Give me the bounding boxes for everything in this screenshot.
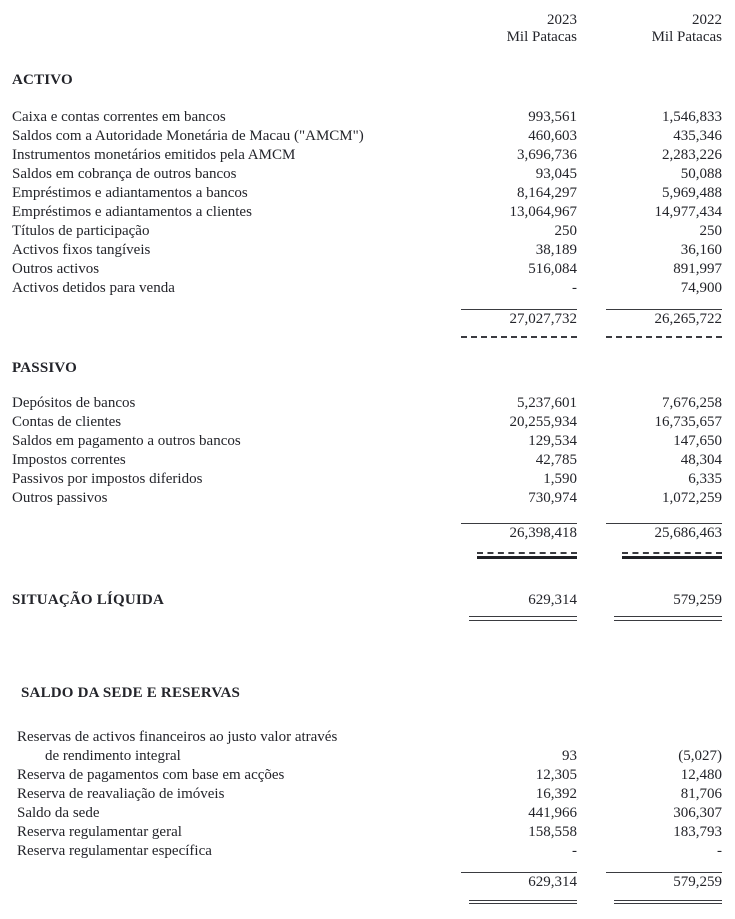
year-2023-label: 2023 [547,12,577,28]
value-2022: 891,997 [673,261,722,277]
value-2022: 5,969,488 [662,185,722,201]
section-title-saldo-sede: SALDO DA SEDE E RESERVAS [21,684,241,701]
table-row [12,413,722,432]
unit-2022-label: Mil Patacas [651,29,722,45]
value-2023: 93,045 [535,166,577,182]
dashed-line [477,552,577,554]
value-2022: 16,735,657 [654,414,722,430]
value-2023: - [572,842,577,859]
table-row [12,823,722,842]
value-2022: 6,335 [688,471,722,487]
thick-line [622,556,722,559]
double-line [614,616,722,621]
passivo-total-row [12,524,722,543]
value-2022: 50,088 [680,166,722,182]
table-row [12,184,722,203]
activo-total-2022: 26,265,722 [654,311,722,327]
row-label-continued: de rendimento integral [45,747,181,764]
table-row [12,747,722,766]
value-2022: 1,546,833 [662,109,722,125]
value-2023: 730,974 [528,490,577,506]
passivo-total-2023: 26,398,418 [509,525,577,541]
value-2023: 129,534 [528,433,577,449]
row-label: Saldos com a Autoridade Monetária de Macau ("AMCM") [12,128,364,144]
value-2022: 7,676,258 [662,395,722,411]
value-2022: 74,900 [680,280,722,296]
value-2023: - [572,280,577,296]
table-row [12,451,722,470]
dashed-line [622,552,722,554]
value-2022: 12,480 [680,766,722,783]
section-title-activo: ACTIVO [12,72,73,88]
value-2023: 5,237,601 [517,395,577,411]
row-label: Reservas de activos financeiros ao justo valor através [17,728,338,745]
table-row [12,222,722,241]
row-label: Activos detidos para venda [12,280,175,296]
unit-2023-label: Mil Patacas [506,29,577,45]
value-2022: 250 [699,223,722,239]
table-row [12,146,722,165]
section-title-situacao-liquida: SITUAÇÃO LÍQUIDA [12,592,164,608]
value-2023: 3,696,736 [517,147,577,163]
value-2022: 14,977,434 [654,204,722,220]
saldo-total-row [12,873,722,892]
value-2022: 183,793 [673,823,722,840]
double-line [469,900,577,905]
value-2022: 81,706 [680,785,722,802]
value-2023: 1,590 [543,471,577,487]
value-2022: 147,650 [673,433,722,449]
passivo-rows [12,394,722,508]
double-line [469,616,577,621]
saldo-total-underline [12,900,722,905]
activo-total-row [12,310,722,329]
row-label: Activos fixos tangíveis [12,242,151,258]
value-2022: - [717,842,722,859]
row-label: Instrumentos monetários emitidos pela AMCM [12,147,296,163]
column-year-header [12,6,722,29]
row-label: Impostos correntes [12,452,126,468]
activo-total-2023: 27,027,732 [509,311,577,327]
table-row [12,279,722,298]
thick-line [477,556,577,559]
passivo-total-2022: 25,686,463 [654,525,722,541]
value-2023: 441,966 [528,804,577,821]
row-label: Reserva regulamentar geral [17,823,182,840]
row-label: Outros passivos [12,490,108,506]
table-row [12,203,722,222]
row-label: Depósitos de bancos [12,395,136,411]
section-title-passivo: PASSIVO [12,360,78,376]
row-label: Outros activos [12,261,100,277]
table-row [12,728,722,747]
row-label: Reserva de reavaliação de imóveis [17,785,225,802]
saldo-total-2023: 629,314 [528,873,577,890]
value-2023: 12,305 [535,766,577,783]
dashed-line [606,336,722,338]
value-2023: 250 [554,223,577,239]
dashed-line [461,336,577,338]
value-2022: 36,160 [680,242,722,258]
value-2023: 460,603 [528,128,577,144]
row-label: Saldos em pagamento a outros bancos [12,433,241,449]
value-2023: 38,189 [535,242,577,258]
situacao-liquida-2023: 629,314 [528,592,577,608]
row-label: Passivos por impostos diferidos [12,471,203,487]
value-2023: 20,255,934 [509,414,577,430]
value-2023: 158,558 [528,823,577,840]
row-label: Contas de clientes [12,414,122,430]
table-row [12,804,722,823]
row-label: Saldo da sede [17,804,100,821]
table-row [12,127,722,146]
activo-rows [12,108,722,298]
table-row [12,394,722,413]
value-2022: (5,027) [678,747,722,764]
row-label: Empréstimos e adiantamentos a bancos [12,185,248,201]
row-label: Empréstimos e adiantamentos a clientes [12,204,252,220]
value-2023: 8,164,297 [517,185,577,201]
passivo-total-underline [12,552,722,559]
value-2022: 306,307 [673,804,722,821]
value-2023: 42,785 [535,452,577,468]
value-2023: 93 [562,747,577,764]
double-line [614,900,722,905]
table-row [12,241,722,260]
value-2023: 16,392 [535,785,577,802]
value-2023: 516,084 [528,261,577,277]
table-row [12,842,722,861]
row-label: Reserva de pagamentos com base em acções [17,766,285,783]
value-2022: 48,304 [680,452,722,468]
row-label: Saldos em cobrança de outros bancos [12,166,237,182]
activo-total-underline [12,336,722,338]
value-2022: 1,072,259 [662,490,722,506]
row-label: Títulos de participação [12,223,150,239]
table-row [12,766,722,785]
table-row [12,470,722,489]
value-2023: 13,064,967 [509,204,577,220]
value-2022: 435,346 [673,128,722,144]
table-row [12,489,722,508]
table-row [12,108,722,127]
row-label: Caixa e contas correntes em bancos [12,109,226,125]
table-row [12,165,722,184]
value-2023: 993,561 [528,109,577,125]
value-2022: 2,283,226 [662,147,722,163]
saldo-sede-rows [12,728,722,861]
situacao-liquida-row [12,591,722,610]
situacao-liquida-2022: 579,259 [673,592,722,608]
row-label: Reserva regulamentar específica [17,842,212,859]
situacao-liquida-underline [12,616,722,621]
table-row [12,785,722,804]
saldo-total-2022: 579,259 [673,873,722,890]
table-row [12,260,722,279]
column-unit-header [12,29,722,46]
year-2022-label: 2022 [692,12,722,28]
table-row [12,432,722,451]
